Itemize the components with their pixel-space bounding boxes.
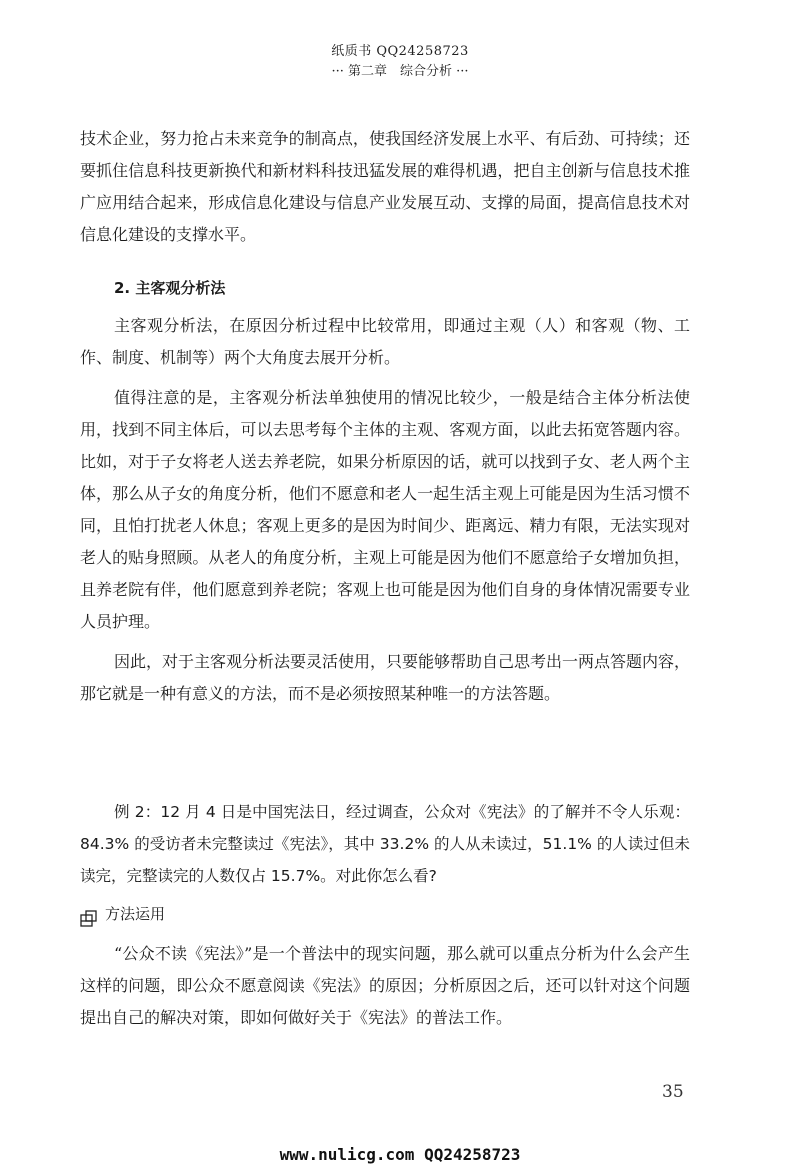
paragraph-3: 值得注意的是，主客观分析法单独使用的情况比较少，一般是结合主体分析法使用，找到不同主体后，可以去思考每个主体的主观、客观方面，以此去拓宽答题内容。比如，对于子女将老人送去养老院，如果分析原因的话，就可以找到子女、老人两个主体，那么从子女的角度分析，他们不愿意和老人一起生活主观上可能是因为生活习惯不同，且怕打扰老人休息；客观上更多的是因为时间少、距离远、精力有限，无法实现对老人的贴身照顾。从老人的角度分析，主观上可能是因为他们不愿意给子女增加负担，且养老院有伴，他们愿意到养老院；客观上也可能是因为他们自身的身体情况需要专业人员护理。 (80, 388, 690, 631)
method-paragraph: “公众不读《宪法》”是一个普法中的现实问题，那么就可以重点分析为什么会产生这样的问题，即公众不愿意阅读《宪法》的原因；分析原因之后，还可以针对这个问题提出自己的解决对策，即如何做好关于《宪法》的普法工作。 (80, 944, 690, 1027)
section-heading: 2. 主客观分析法 (114, 279, 226, 297)
running-header (0, 40, 800, 79)
footer-watermark: www.nulicg.com QQ24258723 (279, 1145, 521, 1164)
method-block (80, 898, 690, 1034)
section-continuation (80, 123, 690, 251)
paragraph-2: 主客观分析法，在原因分析过程中比较常用，即通过主观（人）和客观（物、工作、制度、机制等）两个大角度去展开分析。 (80, 316, 690, 367)
page-number: 35 (662, 1082, 684, 1102)
section-subjective-objective (80, 272, 690, 710)
paragraph-1: 技术企业，努力抢占未来竞争的制高点，使我国经济发展上水平、有后劲、可持续；还要抓住信息科技更新换代和新材料科技迅猛发展的难得机遇，把自主创新与信息技术推广应用结合起来，形成信息化建设与信息产业发展互动、支撑的局面，提高信息技术对信息化建设的支撑水平。 (80, 129, 690, 244)
header-watermark: 纸质书 QQ24258723 (331, 44, 469, 59)
method-heading (80, 898, 690, 930)
paragraph-4: 因此，对于主客观分析法要灵活使用，只要能够帮助自己思考出一两点答题内容，那它就是一种有意义的方法，而不是必须按照某种唯一的方法答题。 (80, 652, 691, 703)
example-block (80, 796, 690, 892)
method-title: 方法运用 (105, 905, 166, 923)
example-2: 例 2：12 月 4 日是中国宪法日，经过调查，公众对《宪法》的了解并不令人乐观：84.3% 的受访者未完整读过《宪法》，其中 33.2% 的人从未读过，51.1% 的人读过但未读完，完整读完的人数仅占 15.7%。对此你怎么看? (80, 803, 690, 885)
method-icon (80, 906, 97, 923)
chapter-title: ··· 第二章 综合分析 ··· (331, 64, 469, 79)
